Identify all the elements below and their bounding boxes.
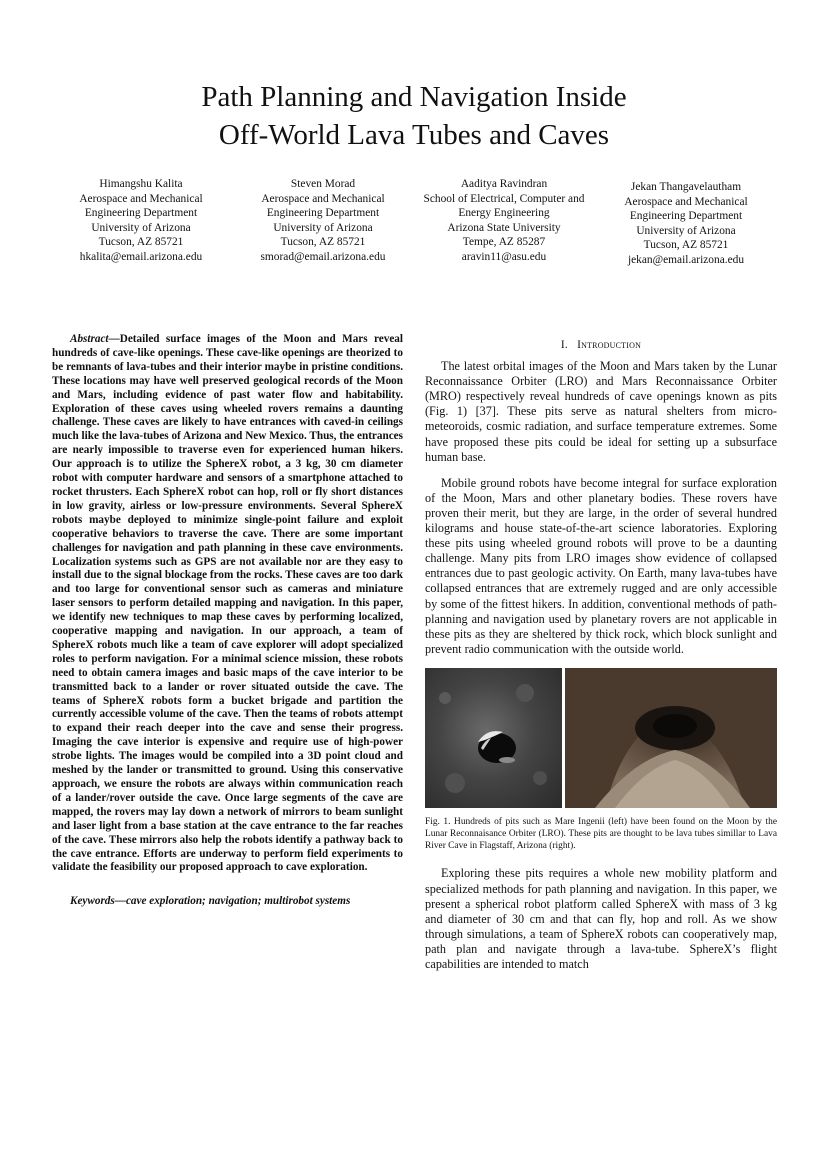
author-affiliation-line: Engineering Department	[84, 207, 198, 220]
author-affiliation-line: University of Arizona	[636, 224, 736, 237]
lunar-pit-illustration	[425, 668, 562, 808]
lava-tube-illustration	[565, 668, 777, 808]
author-email: aravin11@asu.edu	[461, 250, 547, 263]
intro-paragraph-1: The latest orbital images of the Moon and Mars taken by the Lunar Reconnaissance Orbiter (LRO) and Mars Reconnaissance Orbiter (MRO) respectively reveal hundreds of cave openings known as pits (Fig. 1) [37]. These pits serve as natural shelters from micro-meteoroids, cosmic radiation, and surface temperature extremes. Some have proposed these pits could be ideal for setting up a subsurface human base.	[425, 359, 777, 464]
author-email: smorad@email.arizona.edu	[260, 250, 386, 263]
author-affiliation-line: Aerospace and Mechanical	[79, 192, 203, 205]
author-email: jekan@email.arizona.edu	[627, 253, 745, 266]
author-3	[413, 177, 595, 265]
lava-river-cave-image	[565, 668, 777, 808]
intro-paragraph-2: Mobile ground robots have become integral for surface exploration of the Moon, Mars and other planetary bodies. These rovers have proven their merit, but they are large, in the order of several hundred kilograms and house state-of-the-art science laboratories. Exploring these pits using wheeled ground robots will prove to be a daunting challenge. Many pits from LRO images show evidence of collapsed entrances due to past geologic activity. On Earth, many lava-tubes have collapsed entrances that are extremely rugged and are only accessible by some of the fittest hikers. In addition, conventional methods of path-planning and navigation used by planetary rovers are not applicable in these pits as they are sheltered by thick rock, which block sunlight and prevent radio communication with the outside world.	[425, 475, 777, 656]
author-affiliation-line: Tempe, AZ 85287	[462, 236, 546, 249]
section-heading	[425, 338, 777, 353]
figure-1	[425, 668, 777, 808]
author-name: Steven Morad	[290, 178, 356, 190]
author-affiliation-line: Aerospace and Mechanical	[261, 192, 385, 205]
author-email: hkalita@email.arizona.edu	[79, 250, 203, 263]
left-column	[52, 333, 403, 909]
lunar-pit-image	[425, 668, 562, 808]
author-affiliation-line: Engineering Department	[629, 210, 743, 223]
author-name: Himangshu Kalita	[99, 178, 183, 190]
author-affiliation-line: Engineering Department	[266, 207, 380, 220]
section-number: I.	[560, 339, 568, 351]
author-1	[72, 177, 210, 265]
title-line-1: Path Planning and Navigation Inside	[201, 81, 627, 113]
author-affiliation-line: University of Arizona	[273, 221, 373, 234]
author-affiliation-line: Tucson, AZ 85721	[98, 236, 184, 249]
author-name: Aaditya Ravindran	[460, 178, 548, 190]
author-affiliation-line: University of Arizona	[91, 221, 191, 234]
author-affiliation-line: Arizona State University	[447, 221, 561, 234]
author-name: Jekan Thangavelautham	[630, 181, 742, 193]
right-column	[425, 338, 777, 983]
author-2	[252, 177, 394, 265]
intro-paragraph-3: Exploring these pits requires a whole new mobility platform and specialized methods for path planning and navigation. In this paper, we present a spherical robot platform called SphereX with mass of 3 kg and diameter of 30 cm and that can fly, hop and roll. As we show through simulations, a team of SphereX robots can cooperatively map, path plan and navigate through a lava-tube. SphereX’s flight capabilities are intended to match	[425, 866, 777, 972]
abstract	[52, 333, 403, 875]
author-affiliation-line: Tucson, AZ 85721	[643, 239, 729, 252]
keywords: Keywords—cave exploration; navigation; multirobot systems	[70, 895, 351, 908]
author-affiliation-line: Energy Engineering	[458, 207, 550, 220]
author-affiliation-line: Aerospace and Mechanical	[624, 195, 748, 208]
figure-1-caption: Fig. 1. Hundreds of pits such as Mare Ingenii (left) have been found on the Moon by the Lunar Reconnaisance Orbiter (LRO). These pits are thought to be lava tubes simillar to Lava River Cave in Flagstaff, Arizona (right).	[425, 816, 777, 852]
author-4	[616, 180, 756, 268]
paper-title	[0, 78, 828, 154]
section-title: Introduction	[577, 339, 642, 351]
abstract-lead: Abstract	[70, 333, 109, 345]
author-affiliation-line: Tucson, AZ 85721	[280, 236, 366, 249]
author-affiliation-line: School of Electrical, Computer and	[423, 192, 585, 205]
title-line-2: Off-World Lava Tubes and Caves	[218, 119, 610, 151]
abstract-text: —Detailed surface images of the Moon and Mars reveal hundreds of cave-like openings. These cave-like openings are theorized to be remnants of lava-tubes and their interior maybe in pristine conditions. These locations may have well preserved geological records of the Moon and Mars, including evidence of past water flow and habitability. Exploration of these caves using wheeled rovers remains a daunting challenge. These caves are likely to have entrances with caved-in ceilings much like the lava-tubes of Arizona and New Mexico. Thus, the entrances are nearly impossible to traverse even for experienced human hikers. Our approach is to utilize the SphereX robot, a 3 kg, 30 cm diameter robot with computer hardware and sensors of a smartphone attached to rocket thrusters. Each SphereX robot can hop, roll or fly short distances in low gravity, airless or low-pressure environments. Several SphereX robots maybe deployed to minimize single-point failure and exploit cooperative behaviors to traverse the cave. There are some important challenges for navigation and path planning in these cave environments. Localization systems such as GPS are not available nor are they easy to install due to the signal blockage from the rocks. These caves are too dark and too large for conventional sensor such as cameras and miniature laser sensors to perform detailed mapping and navigation. In this paper, we identify new techniques to map these caves by performing localized, cooperative mapping and navigation. In our approach, a team of SphereX robots much like a team of cave explorer will adopt specialized roles to perform navigation. For a minimal science mission, these robots need to obtain camera images and basic maps of the cave interior to be transmitted back to a lander or rover situated outside the cave. The teams of SphereX robots form a bucket brigade and partition the currently accessible volume of the cave. Then the teams of robots attempt to expand their reach deeper into the cave and sense their progress. Imaging the cave interior is expensive and require use of high-power strobe lights. The images would be compiled into a 3D point cloud and meshed by the lander or transmitted to ground. Using this conservative approach, we ensure the robots are always within communication reach of a lander/rover outside the cave. Once large segments of the cave are mapped, the rovers may lay down a network of mirrors to beam sunlight and laser light from a base station at the cave entrance to the far reaches of the cave. These mirrors also help the robots identify a pathway back to the cave entrance. Efforts are underway to perform field experiments to validate the feasibility our proposed approach to cave exploration.	[52, 333, 403, 874]
